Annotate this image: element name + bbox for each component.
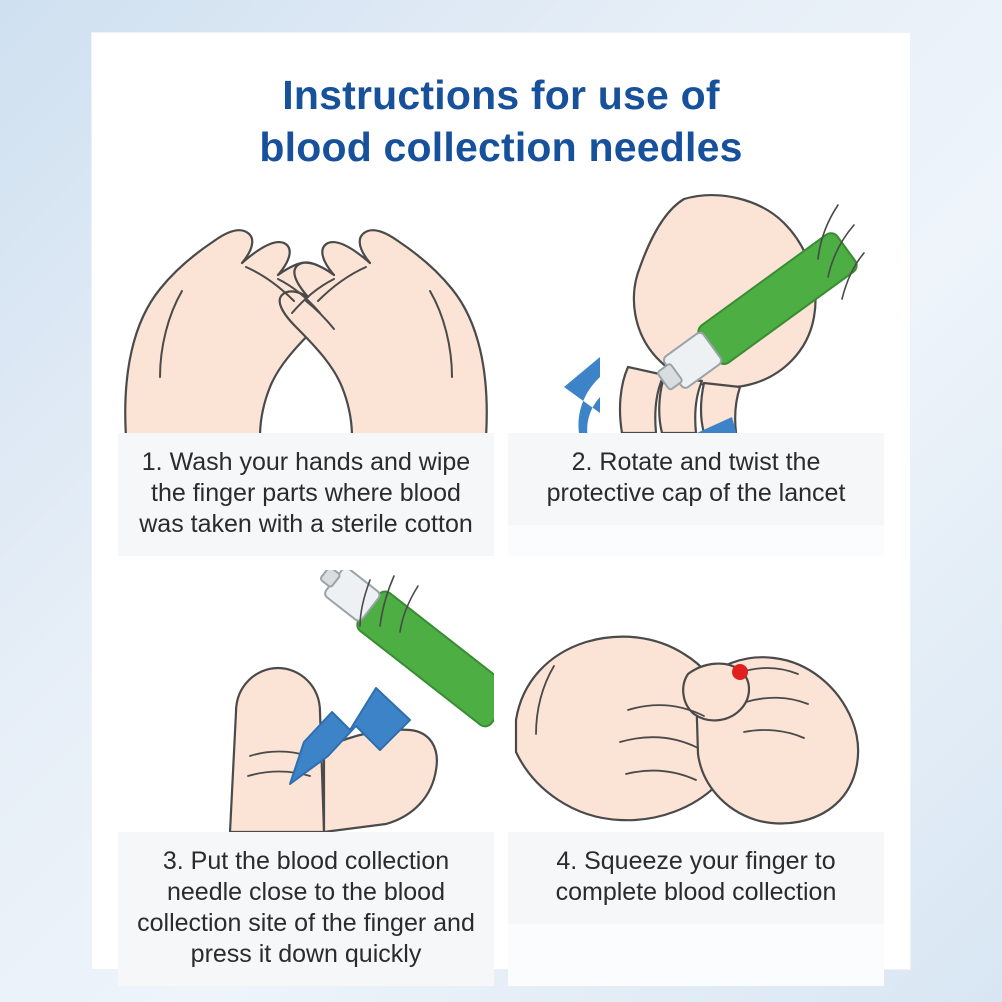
step-card-1 (118, 171, 494, 556)
steps-grid (118, 171, 884, 986)
step-1-caption: 1. Wash your hands and wipe the finger parts where blood was taken with a sterile cotton (118, 433, 494, 556)
two-hands-washing-icon (118, 171, 494, 433)
step-3-caption: 3. Put the blood collection needle close to the blood collection site of the finger and press it down quickly (118, 832, 494, 986)
step-2-caption: 2. Rotate and twist the protective cap of the lancet (508, 433, 884, 525)
squeezing-finger-blood-drop-icon (508, 570, 884, 832)
step-4-caption: 4. Squeeze your finger to complete blood collection (508, 832, 884, 924)
page-title-line-2: blood collection needles (259, 124, 743, 170)
instruction-poster (92, 33, 910, 969)
page-title (92, 33, 910, 173)
step-3-illustration (118, 570, 494, 832)
step-card-3 (118, 570, 494, 986)
page-title-line-1: Instructions for use of (282, 72, 720, 118)
step-2-illustration (508, 171, 884, 433)
step-card-4 (508, 570, 884, 986)
step-card-2 (508, 171, 884, 556)
hand-twisting-lancet-cap-icon (508, 171, 884, 433)
step-4-illustration (508, 570, 884, 832)
step-1-illustration (118, 171, 494, 433)
lancet-pressed-on-finger-icon (118, 570, 494, 832)
blood-drop-icon (732, 664, 748, 680)
